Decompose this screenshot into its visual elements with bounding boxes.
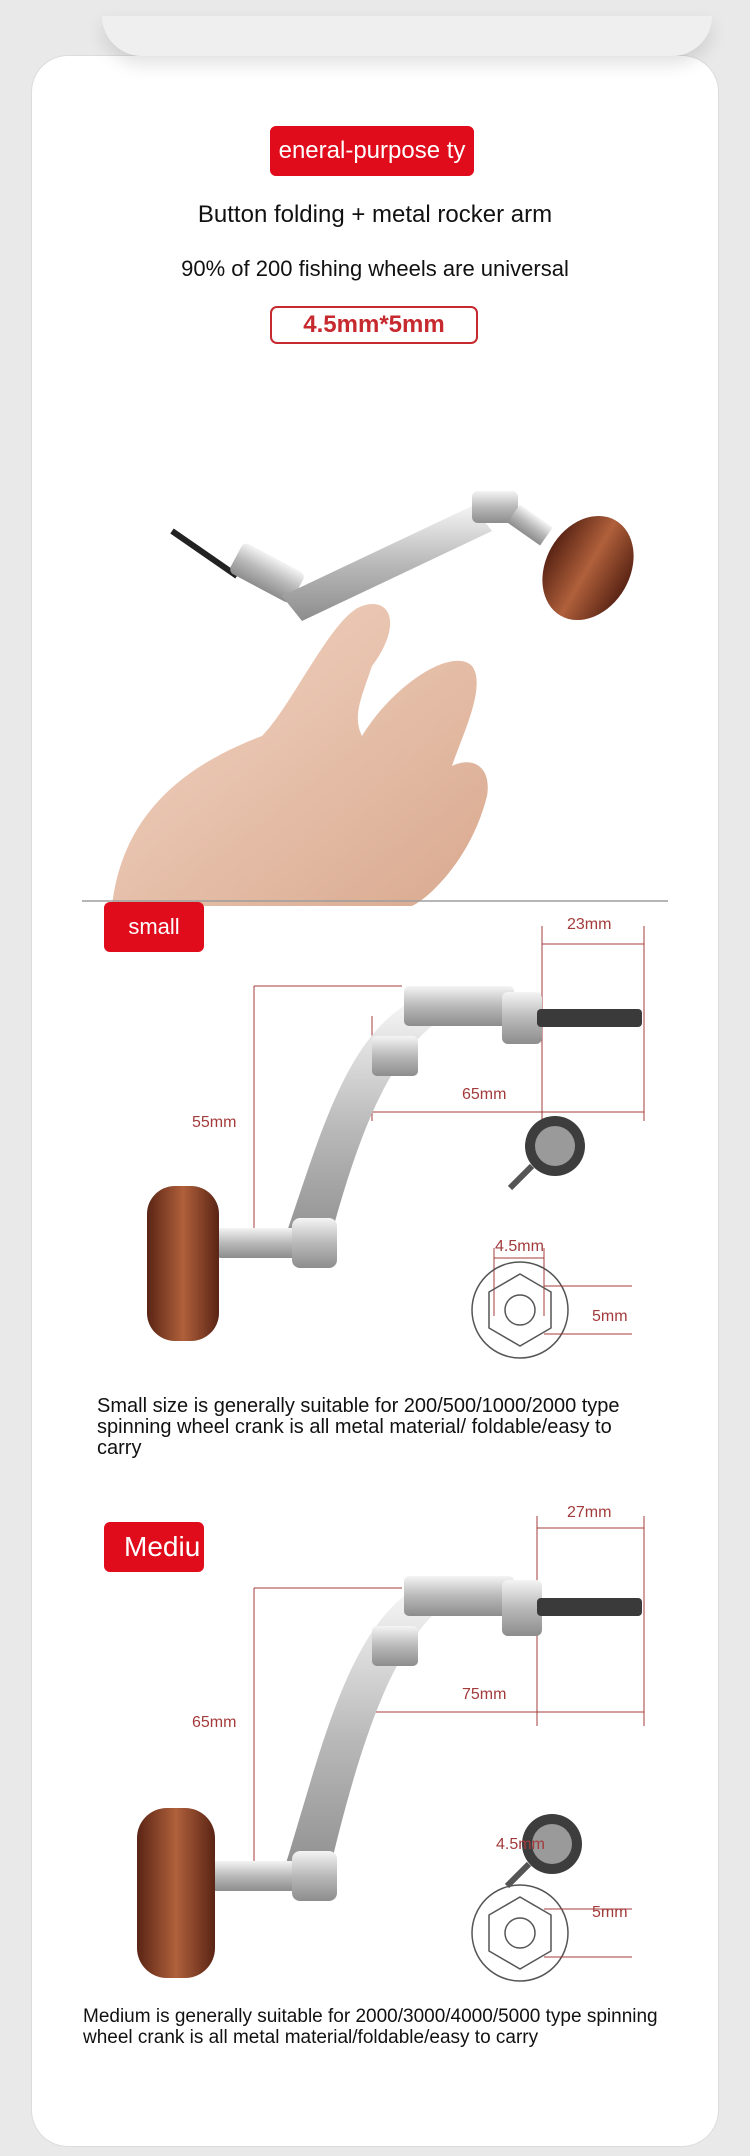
small-dim-hex: 4.5mm bbox=[495, 1238, 544, 1255]
medium-dim-hex: 4.5mm bbox=[496, 1836, 545, 1853]
medium-dim-round: 5mm bbox=[592, 1904, 628, 1921]
feature-line-2: 90% of 200 fishing wheels are universal bbox=[181, 256, 569, 281]
small-description: Small size is generally suitable for 200/500/1000/2000 type spinning wheel crank is all metal material/ foldable/easy to carry bbox=[97, 1395, 620, 1459]
small-dim-height: 55mm bbox=[192, 1114, 237, 1131]
small-dim-round: 5mm bbox=[592, 1308, 628, 1325]
product-card bbox=[32, 56, 718, 2146]
small-dim-length: 65mm bbox=[462, 1086, 507, 1103]
medium-dim-length: 75mm bbox=[462, 1686, 507, 1703]
medium-dim-height: 65mm bbox=[192, 1714, 237, 1731]
size-badge-label: 4.5mm*5mm bbox=[303, 311, 445, 338]
medium-dim-top: 27mm bbox=[567, 1504, 612, 1521]
small-crank-diagram bbox=[32, 896, 718, 1416]
feature-line-1: Button folding + metal rocker arm bbox=[197, 201, 553, 228]
small-dim-top: 23mm bbox=[567, 916, 612, 933]
medium-badge-label: Mediu bbox=[124, 1531, 201, 1562]
medium-description: Medium is generally suitable for 2000/3000/4000/5000 type spinning wheel crank is all metal material/foldable/easy to carry bbox=[83, 2006, 658, 2048]
general-purpose-badge bbox=[270, 126, 474, 176]
general-purpose-badge-label: eneral-purpose ty bbox=[278, 137, 466, 164]
small-badge-label: small bbox=[128, 914, 180, 939]
medium-crank-diagram bbox=[32, 1506, 718, 2026]
size-badge bbox=[270, 306, 478, 344]
previous-card-edge bbox=[102, 16, 712, 56]
hero-crank-photo bbox=[32, 436, 718, 906]
